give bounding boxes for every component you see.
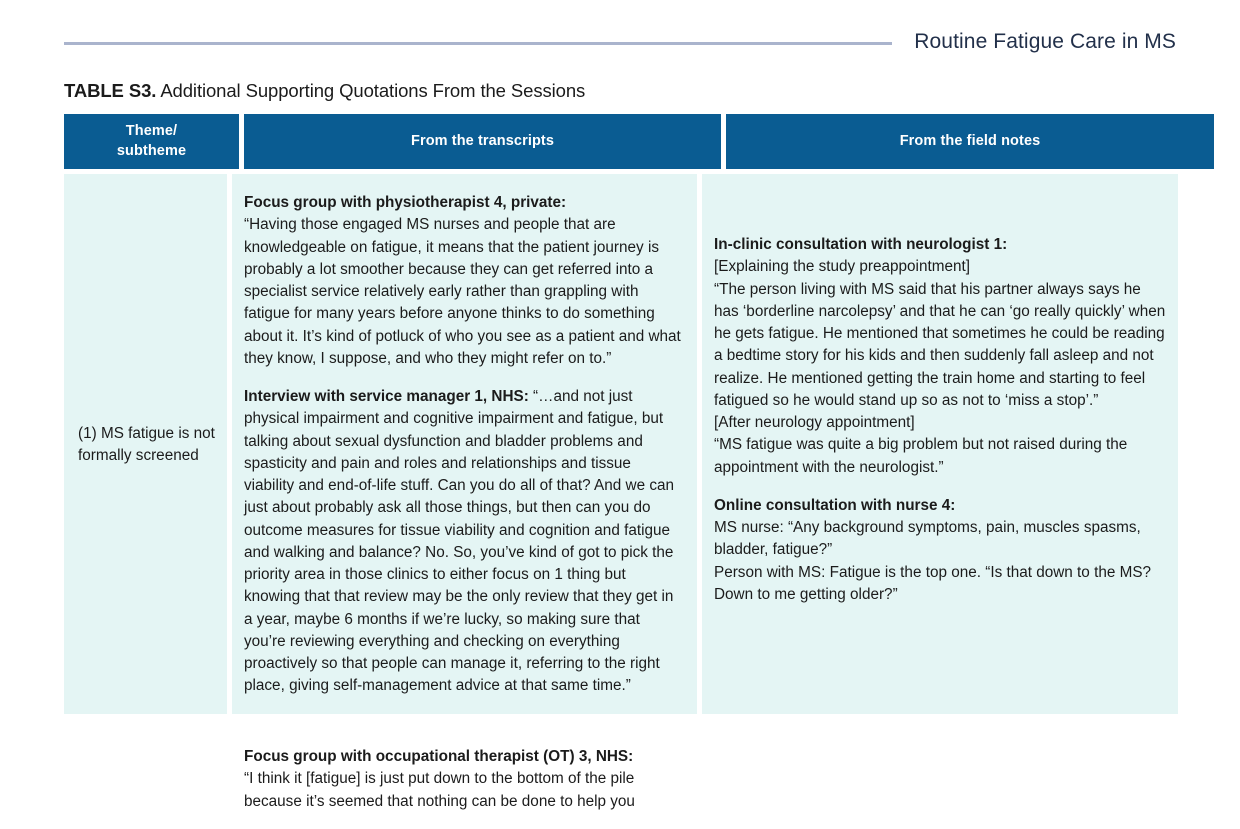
column-header-theme-line2: subtheme (116, 142, 187, 159)
running-head (64, 28, 1176, 56)
table-caption-label: TABLE S3. (64, 80, 157, 101)
field-note-text: “The person living with MS said that his partner always says he has ‘borderline narcolepsy’ and that he can ‘go really quickly’ when he gets fatigue. He mentioned that sometimes he could be reading a bedtime story for his kids and then suddenly fall asleep and not realize. He mentioned getting the train home and starting to feel fatigued so he would stand up so as not to ‘miss a stop’.” (714, 280, 1166, 409)
quotation-block (244, 746, 685, 813)
cell-transcripts (232, 174, 697, 714)
cell-transcripts (232, 744, 697, 829)
table-row (64, 744, 1178, 829)
column-header-theme-line1: Theme/ (125, 123, 178, 139)
cell-theme (64, 744, 227, 829)
column-header-theme (64, 114, 239, 169)
quotation-text: “Having those engaged MS nurses and people that are knowledgeable on fatigue, it means that the patient journey is probably a lot smoother because they can get referred into a specialist service relatively early rather than grappling with fatigue for many years before anyone thinks to do something about it. It’s kind of potluck of who you see as a patient and what they know, I suppose, and who they might refer on to.” (244, 216, 681, 367)
quotation-text: “…and not just physical impairment and cognitive impairment and fatigue, but talking about sexual dysfunction and bladder problems and spasticity and pain and roles and relationships and tissue viability and end-of-life stuff. Can you do all of that? And we can just about probably ask all those things, but then can you do outcome measures for tissue viability and cognition and fatigue and walking and balance? No. So, you’ve kind of got to pick the priority area in those clinics to either focus on 1 thing but knowing that that review may be the only review that they get in a year, maybe 6 months if we’re lucky, so making sure that you’re reviewing everything and checking on everything proactively so that people can manage it, referring to the right place, giving self-management advice at that same time.” (244, 388, 674, 695)
field-note-block (714, 495, 1166, 606)
field-note-text-after: “MS fatigue was quite a big problem but not raised during the appointment with the neurologist.” (714, 436, 1128, 476)
table-header-row (64, 114, 1178, 169)
column-header-field-notes: From the field notes (726, 114, 1214, 169)
quotation-source: Focus group with physiotherapist 4, private: (244, 194, 567, 212)
running-head-rule (64, 42, 892, 45)
field-note-text-secondary: Person with MS: Fatigue is the top one. “Is that down to the MS? Down to me getting older?” (714, 563, 1152, 603)
column-header-transcripts: From the transcripts (244, 114, 721, 169)
field-note-block (714, 234, 1166, 479)
table-row (64, 174, 1178, 714)
field-note-source: Online consultation with nurse 4: (714, 496, 956, 514)
field-note-source: In-clinic consultation with neurologist 1: (714, 236, 1008, 254)
field-note-text: MS nurse: “Any background symptoms, pain, muscles spasms, bladder, fatigue?” (714, 519, 1141, 559)
field-note-context: [Explaining the study preappointment] (714, 258, 970, 276)
quotation-text: “I think it [fatigue] is just put down to the bottom of the pile because it’s seemed that nothing can be done to help you (244, 770, 635, 810)
quotation-source: Focus group with occupational therapist (OT) 3, NHS: (244, 748, 634, 766)
quotation-block (244, 386, 685, 698)
field-note-context-after: [After neurology appointment] (714, 414, 915, 432)
cell-field-notes (702, 174, 1178, 714)
table-caption (64, 80, 585, 102)
quotation-source: Interview with service manager 1, NHS: (244, 388, 529, 406)
cell-field-notes (702, 744, 1178, 829)
table-row-gap (64, 714, 1178, 744)
quotation-block (244, 192, 685, 370)
running-head-title: Routine Fatigue Care in MS (914, 30, 1176, 53)
table-caption-text: Additional Supporting Quotations From the Sessions (156, 80, 586, 101)
supporting-quotations-table (64, 114, 1178, 829)
cell-theme (64, 174, 227, 714)
theme-label: (1) MS fatigue is not formally screened (78, 424, 215, 465)
